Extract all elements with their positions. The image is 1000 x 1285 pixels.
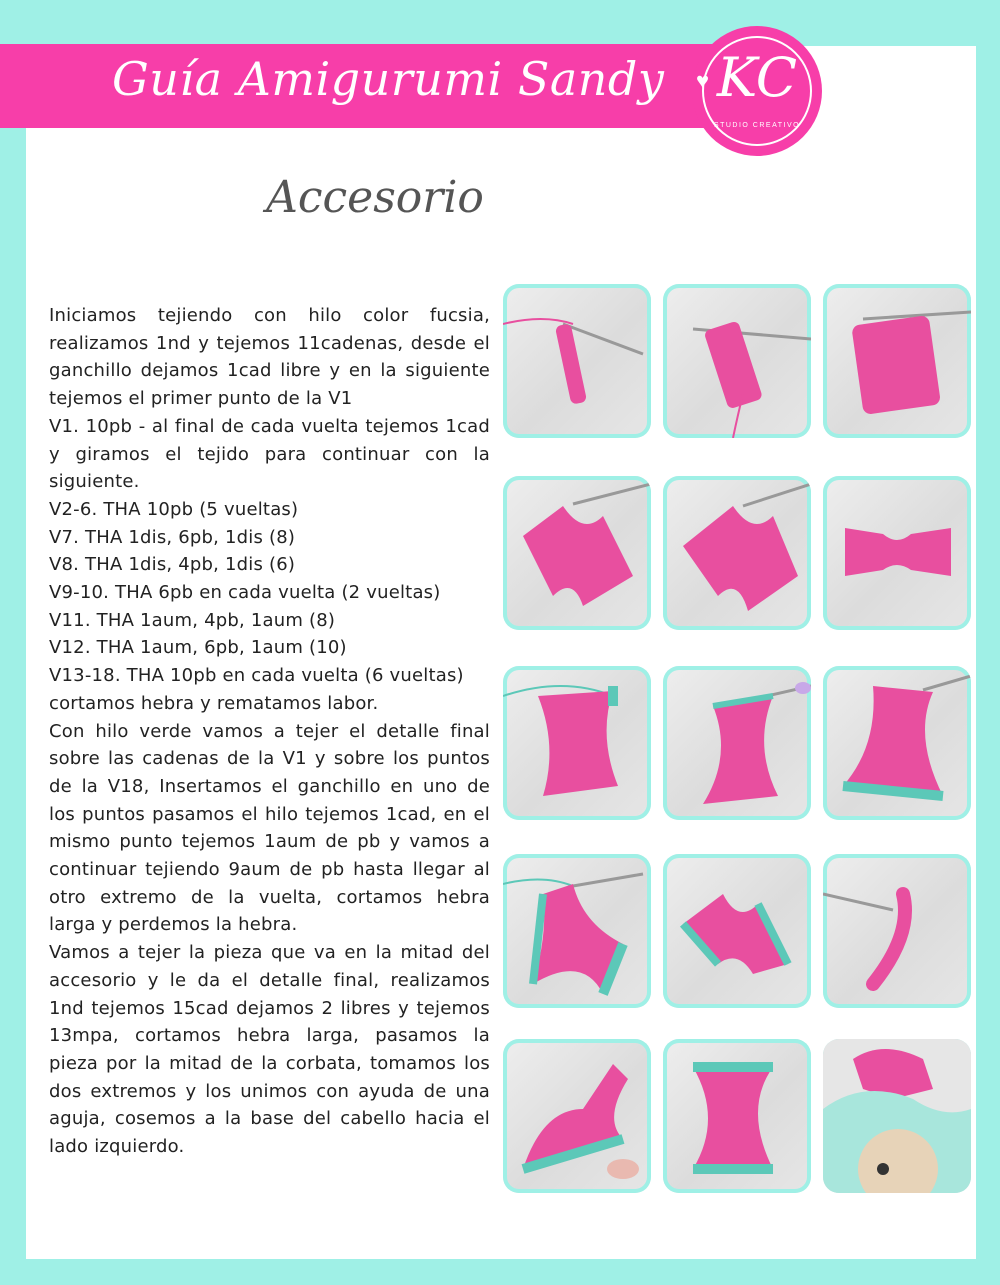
heart-icon: ♥ (696, 68, 710, 93)
step-photo (503, 284, 651, 438)
instruction-paragraph: Vamos a tejer la pieza que va en la mitad del accesorio y le da el detalle final, realizamos 1nd tejemos 15cad dejamos 2 libres y tejemos 13mpa, cortamos hebra larga, pasamos la pieza por la mitad de la corbata, tomamos los dos extremos y los unimos con ayuda de una aguja, cosemos a la base del cabello hacia el lado izquierdo. (49, 942, 490, 1158)
instruction-paragraph: V2-6. THA 10pb (5 vueltas) (49, 498, 299, 520)
step-photo (823, 284, 971, 438)
step-photo (663, 284, 811, 438)
guide-title: Guía Amigurumi Sandy (112, 52, 665, 106)
instruction-paragraph: V1. 10pb - al final de cada vuelta tejemos 1cad y giramos el tejido para continuar con la siguiente. (49, 415, 490, 493)
instructions-text (49, 302, 490, 1161)
section-title: Accesorio (266, 172, 484, 223)
step-photo (823, 666, 971, 820)
logo-text: KC (716, 46, 798, 109)
instruction-paragraph: V12. THA 1aum, 6pb, 1aum (10) (49, 637, 347, 659)
instruction-paragraph: V7. THA 1dis, 6pb, 1dis (8) (49, 526, 296, 548)
step-photo (503, 666, 651, 820)
step-photo (503, 476, 651, 630)
instruction-paragraph: V9-10. THA 6pb en cada vuelta (2 vueltas) (49, 582, 441, 604)
instruction-paragraph: Con hilo verde vamos a tejer el detalle final sobre las cadenas de la V1 y sobre los puntos de la V18, Insertamos el ganchillo en uno de los puntos pasamos el hilo tejemos 1cad, en el mismo punto tejemos 1aum de pb y vamos a continuar tejiendo 9aum de pb hasta llegar al otro extremo de la vuelta, cortamos hebra larga y perdemos la hebra. (49, 720, 490, 936)
step-photo (663, 666, 811, 820)
step-photo (823, 476, 971, 630)
step-photo (503, 854, 651, 1008)
brand-logo (692, 26, 822, 156)
instruction-paragraph: V11. THA 1aum, 4pb, 1aum (8) (49, 609, 336, 631)
step-photo (663, 476, 811, 630)
step-photo (823, 1039, 971, 1193)
step-photo (663, 1039, 811, 1193)
instruction-paragraph: V8. THA 1dis, 4pb, 1dis (6) (49, 554, 296, 576)
instruction-paragraph: V13-18. THA 10pb en cada vuelta (6 vueltas) cortamos hebra y rematamos labor. (49, 665, 464, 714)
step-photo (503, 1039, 651, 1193)
logo-subtitle: STUDIO CREATIVO (713, 122, 801, 129)
instruction-paragraph: Iniciamos tejiendo con hilo color fucsia, realizamos 1nd y tejemos 11cadenas, desde el ganchillo dejamos 1cad libre y en la siguiente tejemos el primer punto de la V1 (49, 305, 490, 410)
step-photo (823, 854, 971, 1008)
step-photo (663, 854, 811, 1008)
